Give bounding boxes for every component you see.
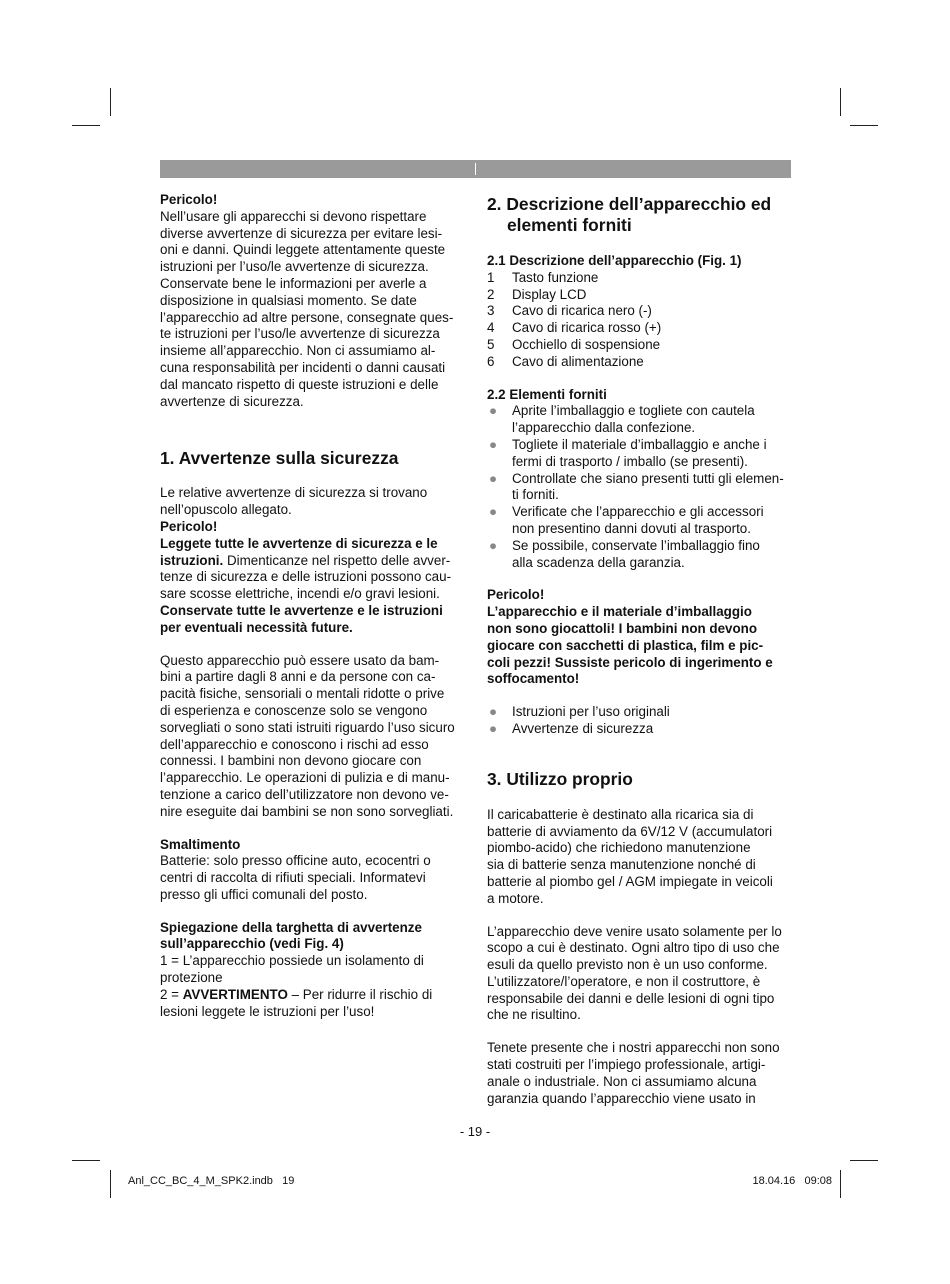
text-line: oni e danni. Quindi leggete attentamente queste bbox=[160, 242, 446, 258]
title-line: 2. Descrizione dell’apparecchio ed bbox=[487, 194, 772, 214]
list-item bbox=[487, 721, 792, 738]
text-line: di esperienza e conoscenze solo se vengono bbox=[160, 702, 428, 718]
list-item bbox=[487, 538, 792, 572]
left-column bbox=[160, 192, 465, 1020]
text-line: anale o industriale. Non ci assumiamo alcuna bbox=[487, 1073, 757, 1089]
list-item bbox=[487, 471, 792, 505]
section-1-title: 1. Avvertenze sulla sicurezza bbox=[160, 448, 399, 469]
item-number: 4 bbox=[487, 320, 495, 336]
text-line: lesioni leggete le istruzioni per l’uso! bbox=[160, 1003, 375, 1019]
text-line: Conservate bene le informazioni per averle a bbox=[160, 275, 427, 291]
text-line: garanzia quando l’apparecchio viene usato in bbox=[487, 1090, 756, 1106]
text-line: esuli da quello previsto non è un uso conforme. bbox=[487, 957, 768, 973]
item-label: Avvertenze di sicurezza bbox=[512, 720, 654, 736]
text-line: alla scadenza della garanzia. bbox=[512, 554, 685, 570]
use-paragraph-2 bbox=[487, 924, 792, 1025]
parts-list bbox=[487, 270, 792, 371]
crop-mark bbox=[840, 88, 841, 116]
text-line: ti forniti. bbox=[512, 487, 559, 503]
item-label: Display LCD bbox=[512, 286, 587, 302]
text-line: Nell’usare gli apparecchi si devono rispettare bbox=[160, 208, 427, 224]
text-line bbox=[160, 987, 465, 1004]
item-label: Cavo di ricarica nero (-) bbox=[512, 303, 652, 319]
footer-file-name: Anl_CC_BC_4_M_SPK2.indb 19 bbox=[128, 1175, 295, 1187]
text-line: Conservate tutte le avvertenze e le istruzioni bbox=[160, 602, 443, 618]
text-line: Controllate che siano presenti tutti gli elemen- bbox=[512, 470, 784, 486]
text-line: non presentino danni dovuti al trasporto. bbox=[512, 520, 751, 536]
list-item bbox=[487, 403, 792, 437]
text-line: per eventuali necessità future. bbox=[160, 619, 353, 635]
plate-2-rest: – Per ridurre il rischio di bbox=[287, 986, 433, 1002]
item-label: Cavo di ricarica rosso (+) bbox=[512, 320, 662, 336]
bullet-icon: ● bbox=[489, 470, 498, 486]
text-line: 1 = L’apparecchio possiede un isolamento di bbox=[160, 953, 424, 969]
list-item bbox=[487, 287, 792, 304]
text-line: dal mancato rispetto di queste istruzioni e delle bbox=[160, 376, 439, 392]
right-column bbox=[487, 192, 792, 1107]
text-line: pacità fisiche, sensoriali o mentali ridotte o prive bbox=[160, 686, 445, 702]
bullet-icon: ● bbox=[489, 720, 498, 736]
list-item bbox=[487, 337, 792, 354]
text-line: Le relative avvertenze di sicurezza si trovano bbox=[160, 485, 428, 501]
text-line: nire eseguite dai bambini se non sono sorvegliati. bbox=[160, 803, 454, 819]
text-line: Questo apparecchio può essere usato da bam- bbox=[160, 652, 440, 668]
text-line: batterie al piombo gel / AGM impiegate in veicoli bbox=[487, 873, 773, 889]
text-line: connessi. I bambini non devono giocare con bbox=[160, 753, 422, 769]
bullet-icon: ● bbox=[489, 704, 498, 720]
text-line: insieme all’apparecchio. Non ci assumiamo al- bbox=[160, 343, 436, 359]
text-line: fermi di trasporto / imballo (se presenti). bbox=[512, 453, 748, 469]
section-2-2-title: 2.2 Elementi forniti bbox=[487, 386, 607, 402]
bullet-icon: ● bbox=[489, 403, 498, 419]
text-line: diverse avvertenze di sicurezza per evitare lesi- bbox=[160, 225, 443, 241]
text-line: Aprite l’imballaggio e togliete con cautela bbox=[512, 403, 755, 419]
text-line: Leggete tutte le avvertenze di sicurezza e le bbox=[160, 535, 438, 551]
supplied-list bbox=[487, 403, 792, 571]
text-line: l’apparecchio. Le operazioni di pulizia e di manu- bbox=[160, 770, 450, 786]
crop-mark bbox=[72, 125, 100, 126]
bullet-icon: ● bbox=[489, 436, 498, 452]
plate-heading: Spiegazione della targhetta di avvertenze bbox=[160, 919, 422, 935]
section-1-danger: Pericolo! bbox=[160, 518, 218, 534]
list-item bbox=[487, 270, 792, 287]
text-line bbox=[160, 553, 465, 570]
item-label: Tasto funzione bbox=[512, 269, 599, 285]
danger-heading: Pericolo! bbox=[160, 192, 218, 207]
text-line: bini a partire dagli 8 anni e da persone con ca- bbox=[160, 669, 436, 685]
list-item bbox=[487, 320, 792, 337]
text-line: protezione bbox=[160, 970, 223, 986]
text-line: che ne risultino. bbox=[487, 1007, 581, 1023]
text-line: istruzioni per l’uso/le avvertenze di sicurezza. bbox=[160, 259, 429, 275]
read-bold: istruzioni. bbox=[160, 552, 224, 568]
text-line: soffocamento! bbox=[487, 671, 580, 687]
text-line: Se possibile, conservate l’imballaggio fino bbox=[512, 537, 760, 553]
title-line: elementi forniti bbox=[507, 215, 632, 235]
text-line: coli pezzi! Sussiste pericolo di ingerimento e bbox=[487, 654, 773, 670]
list-item bbox=[487, 504, 792, 538]
text-line: l’apparecchio dalla confezione. bbox=[512, 420, 696, 436]
footer-date-time: 18.04.16 09:08 bbox=[752, 1175, 832, 1187]
text-line: tenze di sicurezza e delle istruzioni possono cau- bbox=[160, 569, 452, 585]
text-line: L’apparecchio deve venire usato solamente per lo bbox=[487, 923, 782, 939]
item-number: 3 bbox=[487, 303, 495, 319]
text-line: Tenete presente che i nostri apparecchi non sono bbox=[487, 1040, 780, 1056]
section-2-title bbox=[487, 194, 792, 236]
text-line: disposizione in qualsiasi momento. Se date bbox=[160, 292, 417, 308]
bullet-icon: ● bbox=[489, 504, 498, 520]
text-line: scopo a cui è destinato. Ogni altro tipo di uso che bbox=[487, 940, 780, 956]
text-line: non sono giocattoli! I bambini non devono bbox=[487, 620, 758, 636]
list-item bbox=[487, 704, 792, 721]
intro-paragraph bbox=[160, 209, 465, 411]
crop-mark bbox=[850, 125, 878, 126]
header-divider bbox=[475, 163, 476, 175]
page-number: - 19 - bbox=[459, 1124, 491, 1139]
crop-mark bbox=[850, 1160, 878, 1161]
section-3-title: 3. Utilizzo proprio bbox=[487, 768, 633, 789]
text-line: centri di raccolta di rifiuti speciali. Informatevi bbox=[160, 870, 426, 886]
item-label: Occhiello di sospensione bbox=[512, 336, 661, 352]
text-line: L’apparecchio e il materiale d’imballaggio bbox=[487, 604, 752, 620]
plate-2-prefix: 2 = bbox=[160, 986, 183, 1002]
list-item bbox=[487, 437, 792, 471]
item-label: Cavo di alimentazione bbox=[512, 353, 644, 369]
text-line: l’apparecchio ad altre persone, consegnate ques- bbox=[160, 309, 454, 325]
plate-2-bold: AVVERTIMENTO bbox=[182, 986, 288, 1002]
text-line: sia di batterie senza manutenzione nonché di bbox=[487, 857, 756, 873]
disposal-heading: Smaltimento bbox=[160, 836, 241, 852]
crop-mark bbox=[72, 1160, 100, 1161]
use-paragraph-1 bbox=[487, 807, 792, 908]
text-line: giocare con sacchetti di plastica, film e pic- bbox=[487, 637, 764, 653]
list-item bbox=[487, 303, 792, 320]
text-line: a motore. bbox=[487, 890, 544, 906]
crop-mark bbox=[110, 1170, 111, 1198]
text-line: tenzione a carico dell’utilizzatore non devono ve- bbox=[160, 786, 449, 802]
text-line: presso gli uffici comunali del posto. bbox=[160, 886, 368, 902]
text-line: L’utilizzatore/l’operatore, e non il costruttore, è bbox=[487, 973, 761, 989]
text-line: stati costruiti per l’impiego professionale, artigi- bbox=[487, 1057, 766, 1073]
text-line: Il caricabatterie è destinato alla ricarica sia di bbox=[487, 806, 754, 822]
item-number: 6 bbox=[487, 353, 495, 369]
text-line: responsabile dei danni e delle lesioni di ogni tipo bbox=[487, 990, 775, 1006]
text-line: dell’apparecchio e conoscono i rischi ad esso bbox=[160, 736, 429, 752]
text-line: Batterie: solo presso officine auto, ecocentri o bbox=[160, 853, 431, 869]
right-danger-heading: Pericolo! bbox=[487, 587, 545, 603]
text-line: batterie di avviamento da 6V/12 V (accumulatori bbox=[487, 823, 773, 839]
text-line: te istruzioni per l’uso/le avvertenze di sicurezza bbox=[160, 326, 440, 342]
text-line: Togliete il materiale d’imballaggio e anche i bbox=[512, 436, 767, 452]
plate-heading: sull’apparecchio (vedi Fig. 4) bbox=[160, 936, 344, 952]
item-number: 5 bbox=[487, 336, 495, 352]
text-line: avvertenze di sicurezza. bbox=[160, 393, 304, 409]
bullet-icon: ● bbox=[489, 537, 498, 553]
text-line: piombo-acido) che richiedono manutenzione bbox=[487, 840, 751, 856]
text-line: nell’opuscolo allegato. bbox=[160, 502, 292, 518]
item-label: Istruzioni per l’uso originali bbox=[512, 704, 670, 720]
item-number: 2 bbox=[487, 286, 495, 302]
documents-list bbox=[487, 704, 792, 738]
section-2-1-title: 2.1 Descrizione dell’apparecchio (Fig. 1) bbox=[487, 253, 742, 268]
text-line: Verificate che l’apparecchio e gli accessori bbox=[512, 504, 764, 520]
use-paragraph-3 bbox=[487, 1040, 792, 1107]
item-number: 1 bbox=[487, 269, 495, 285]
text-line: sare scosse elettriche, incendi e/o gravi lesioni. bbox=[160, 586, 440, 602]
children-paragraph bbox=[160, 653, 465, 821]
list-item bbox=[487, 354, 792, 371]
text-line: sorvegliati o sono stati istruiti riguardo l’uso sicuro bbox=[160, 719, 455, 735]
text-line: cuna responsabilità per incidenti o danni causati bbox=[160, 359, 446, 375]
crop-mark bbox=[110, 88, 111, 116]
crop-mark bbox=[840, 1170, 841, 1198]
read-rest: Dimenticanze nel rispetto delle avver- bbox=[223, 552, 451, 568]
